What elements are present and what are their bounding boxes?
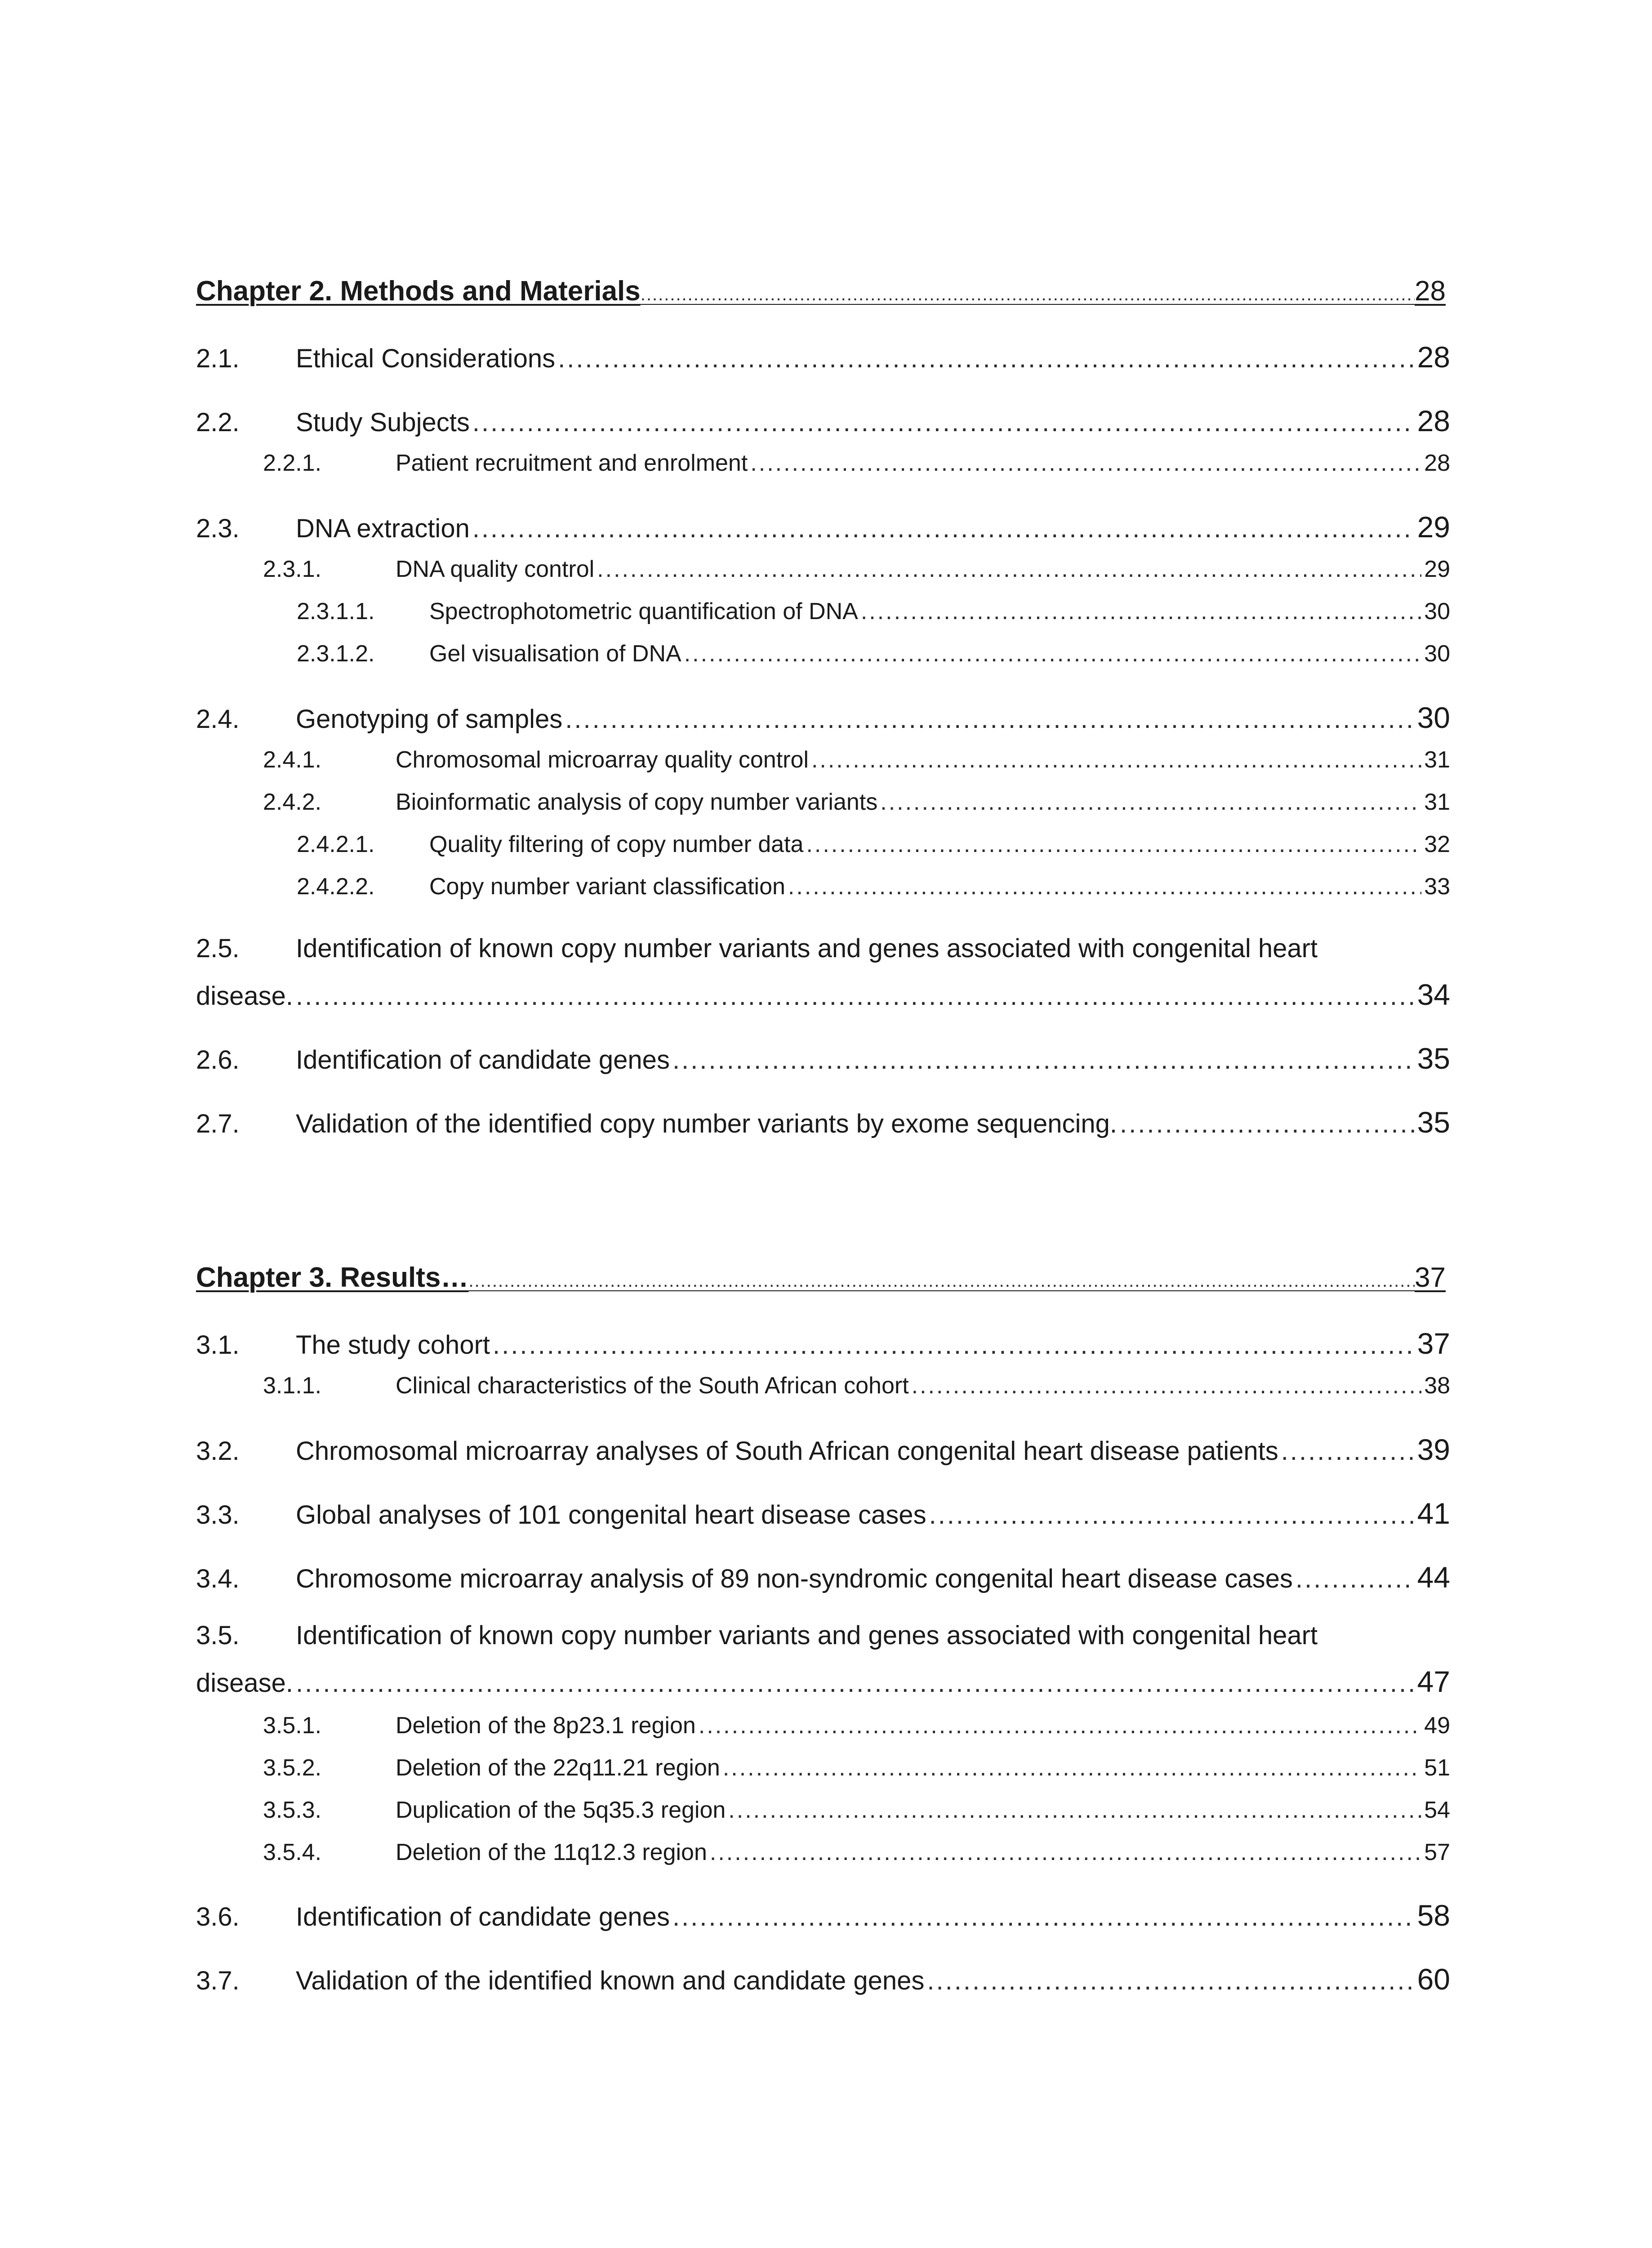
toc-chapter-title: Chapter 2. Methods and Materials <box>196 276 641 307</box>
toc-page-number: 41 <box>1417 1497 1450 1530</box>
toc-entry-3-5-1[interactable] <box>263 1712 1450 1753</box>
toc-entry-3-5-continued[interactable] <box>196 1664 1450 1705</box>
toc-chapter-3[interactable] <box>196 1262 1446 1302</box>
toc-page-number: 34 <box>1417 978 1450 1011</box>
toc-entry-2-5-continued[interactable] <box>196 977 1450 1018</box>
toc-entry-3-1[interactable] <box>196 1326 1450 1367</box>
toc-entry-title: DNA quality control <box>396 556 595 582</box>
toc-entry-number: 3.3. <box>196 1500 240 1530</box>
toc-entry-title: DNA extraction <box>296 514 470 543</box>
toc-page-number: 31 <box>1424 789 1450 815</box>
toc-page-number: 28 <box>1424 450 1450 476</box>
toc-entry-title: Identification of candidate genes <box>296 1902 670 1931</box>
toc-entry-3-4[interactable] <box>196 1560 1450 1601</box>
toc-entry-number: 2.7. <box>196 1109 240 1138</box>
toc-page-number: 29 <box>1424 556 1450 582</box>
toc-entry-2-7[interactable] <box>196 1105 1450 1146</box>
toc-entry-title: Global analyses of 101 congenital heart disease cases <box>296 1500 926 1530</box>
toc-entry-title: Duplication of the 5q35.3 region <box>396 1797 726 1823</box>
toc-entry-3-5-2[interactable] <box>263 1754 1450 1795</box>
toc-entry-number: 3.6. <box>196 1902 240 1931</box>
toc-entry-title: Chromosomal microarray quality control <box>396 747 809 773</box>
toc-entry-number: 3.5.4. <box>263 1839 322 1865</box>
toc-entry-2-1[interactable] <box>196 340 1450 380</box>
toc-page-number: 28 <box>1415 276 1446 307</box>
toc-entry-3-5[interactable] <box>196 1620 1450 1650</box>
toc-entry-title: Quality filtering of copy number data <box>429 831 804 857</box>
toc-entry-number: 2.3.1.2. <box>297 641 375 667</box>
dot-leader <box>728 1797 1421 1824</box>
toc-entry-2-2[interactable] <box>196 404 1450 444</box>
toc-entry-number: 2.4.2.1. <box>297 831 375 857</box>
toc-entry-2-4-2-1[interactable] <box>297 831 1450 871</box>
toc-page-number: 28 <box>1417 404 1450 437</box>
toc-entry-title: Patient recruitment and enrolment <box>396 450 748 476</box>
toc-page-number: 28 <box>1417 340 1450 374</box>
toc-entry-title: Clinical characteristics of the South African cohort <box>396 1373 909 1399</box>
dot-leader <box>468 1271 1415 1291</box>
toc-entry-2-3-1-1[interactable] <box>297 598 1450 638</box>
toc-entry-number: 3.1.1. <box>263 1373 322 1399</box>
toc-entry-number: 2.2. <box>196 408 240 437</box>
toc-entry-number: 2.6. <box>196 1045 240 1075</box>
dot-leader <box>1281 1436 1415 1466</box>
toc-entry-title: The study cohort <box>296 1330 490 1360</box>
toc-entry-title: Deletion of the 8p23.1 region <box>396 1713 696 1739</box>
toc-entry-number: 3.1. <box>196 1330 240 1360</box>
toc-entry-number: 3.7. <box>196 1966 240 1995</box>
toc-entry-3-5-3[interactable] <box>263 1797 1450 1837</box>
toc-entry-number: 2.4.2. <box>263 789 322 815</box>
toc-page-number: 31 <box>1424 747 1450 773</box>
toc-page-number: 29 <box>1417 510 1450 544</box>
dot-leader <box>296 1668 1415 1698</box>
toc-page-number: 32 <box>1424 831 1450 857</box>
toc-entry-title: Bioinformatic analysis of copy number variants <box>396 789 878 815</box>
toc-page-number: 57 <box>1424 1839 1450 1865</box>
dot-leader <box>493 1330 1415 1360</box>
toc-page-number: 38 <box>1424 1373 1450 1399</box>
dot-leader <box>811 746 1421 773</box>
toc-entry-number: 2.4. <box>196 705 240 734</box>
dot-leader <box>1120 1109 1415 1139</box>
toc-page-number: 39 <box>1417 1433 1450 1466</box>
toc-entry-2-3-1-2[interactable] <box>297 640 1450 681</box>
toc-entry-title: Identification of known copy number variants and genes associated with congenital heart <box>296 934 1318 963</box>
toc-page-number: 60 <box>1417 1963 1450 1996</box>
toc-entry-number: 3.5.1. <box>263 1713 322 1739</box>
toc-page-number: 35 <box>1417 1042 1450 1075</box>
toc-entry-3-7[interactable] <box>196 1962 1450 2003</box>
dot-leader <box>472 513 1415 544</box>
toc-entry-title: Identification of known copy number variants and genes associated with congenital heart <box>296 1621 1318 1650</box>
toc-entry-number: 2.2.1. <box>263 450 322 476</box>
dot-leader <box>710 1839 1421 1866</box>
toc-entry-2-4[interactable] <box>196 700 1450 741</box>
toc-entry-2-5[interactable] <box>196 933 1450 963</box>
toc-entry-title: Gel visualisation of DNA <box>429 641 681 667</box>
toc-entry-title: Deletion of the 11q12.3 region <box>396 1839 707 1865</box>
toc-entry-3-1-1[interactable] <box>263 1372 1450 1413</box>
toc-entry-number: 2.4.2.2. <box>297 874 375 900</box>
toc-page-number: 37 <box>1415 1262 1446 1293</box>
toc-entry-number: 3.5.3. <box>263 1797 322 1823</box>
toc-page-number: 47 <box>1417 1665 1450 1698</box>
toc-entry-2-6[interactable] <box>196 1041 1450 1082</box>
toc-page-number: 44 <box>1417 1561 1450 1594</box>
toc-entry-number: 2.5. <box>196 934 240 963</box>
toc-entry-title: Study Subjects <box>296 408 470 437</box>
toc-entry-title: Copy number variant classification <box>429 874 785 900</box>
toc-page-number: 49 <box>1424 1713 1450 1739</box>
toc-entry-2-3-1[interactable] <box>263 556 1450 596</box>
toc-entry-title: Deletion of the 22q11.21 region <box>396 1755 720 1781</box>
toc-page-number: 33 <box>1424 874 1450 900</box>
dot-leader <box>565 704 1414 734</box>
toc-entry-number: 3.4. <box>196 1564 240 1593</box>
toc-entry-number: 2.1. <box>196 344 240 373</box>
toc-page-number: 30 <box>1417 701 1450 734</box>
dot-leader <box>723 1754 1421 1781</box>
toc-entry-title-continued: disease. <box>196 1668 294 1698</box>
dot-leader <box>1296 1564 1415 1594</box>
dot-leader <box>880 789 1421 816</box>
dot-leader <box>806 831 1421 858</box>
toc-entry-2-4-1[interactable] <box>263 746 1450 787</box>
toc-entry-title-continued: disease. <box>196 981 294 1011</box>
dot-leader <box>750 450 1421 477</box>
toc-entry-2-4-2-2[interactable] <box>297 873 1450 914</box>
dot-leader <box>788 873 1421 900</box>
toc-entry-number: 3.2. <box>196 1436 240 1466</box>
toc-page-number: 51 <box>1424 1755 1450 1781</box>
toc-page-number: 30 <box>1424 641 1450 667</box>
dot-leader <box>597 556 1421 583</box>
toc-entry-number: 2.3.1. <box>263 556 322 582</box>
toc-entry-title: Spectrophotometric quantification of DNA <box>429 598 858 624</box>
toc-entry-2-2-1[interactable] <box>263 450 1450 490</box>
toc-page-number: 37 <box>1417 1327 1450 1360</box>
toc-page-number: 30 <box>1424 598 1450 624</box>
toc-entry-number: 3.5. <box>196 1621 240 1650</box>
toc-page-number: 58 <box>1417 1899 1450 1932</box>
dot-leader <box>472 407 1415 437</box>
toc-chapter-title: Chapter 3. Results… <box>196 1262 469 1293</box>
toc-entry-2-4-2[interactable] <box>263 789 1450 829</box>
toc-page-number: 54 <box>1424 1797 1450 1823</box>
toc-entry-number: 3.5.2. <box>263 1755 322 1781</box>
dot-leader <box>861 598 1421 625</box>
toc-entry-3-6[interactable] <box>196 1898 1450 1939</box>
dot-leader <box>699 1712 1421 1739</box>
toc-entry-number: 2.4.1. <box>263 747 322 773</box>
dot-leader <box>929 1500 1415 1530</box>
dot-leader <box>672 1045 1415 1075</box>
toc-entry-3-3[interactable] <box>196 1496 1450 1537</box>
dot-leader <box>927 1966 1414 1996</box>
toc-entry-title: Chromosome microarray analysis of 89 non-syndromic congenital heart disease cases <box>296 1564 1293 1593</box>
toc-entry-2-3[interactable] <box>196 510 1450 550</box>
dot-leader <box>912 1372 1422 1399</box>
dot-leader <box>641 285 1415 305</box>
toc-entry-3-2[interactable] <box>196 1432 1450 1473</box>
toc-entry-3-5-4[interactable] <box>263 1839 1450 1879</box>
toc-entry-number: 2.3. <box>196 514 240 543</box>
toc-entry-title: Identification of candidate genes <box>296 1045 670 1075</box>
toc-entry-title: Validation of the identified known and candidate genes <box>296 1966 925 1995</box>
toc-entry-title: Genotyping of samples <box>296 705 563 734</box>
toc-entry-title: Validation of the identified copy number variants by exome sequencing. <box>296 1109 1118 1138</box>
toc-page-number: 35 <box>1417 1106 1450 1139</box>
dot-leader <box>296 981 1415 1011</box>
dot-leader <box>684 640 1421 667</box>
toc-chapter-2[interactable] <box>196 275 1446 316</box>
toc-entry-title: Ethical Considerations <box>296 344 556 373</box>
toc-entry-title: Chromosomal microarray analyses of South African congenital heart disease patients <box>296 1436 1278 1466</box>
dot-leader <box>672 1902 1415 1932</box>
dot-leader <box>558 343 1414 374</box>
toc-entry-number: 2.3.1.1. <box>297 598 375 624</box>
